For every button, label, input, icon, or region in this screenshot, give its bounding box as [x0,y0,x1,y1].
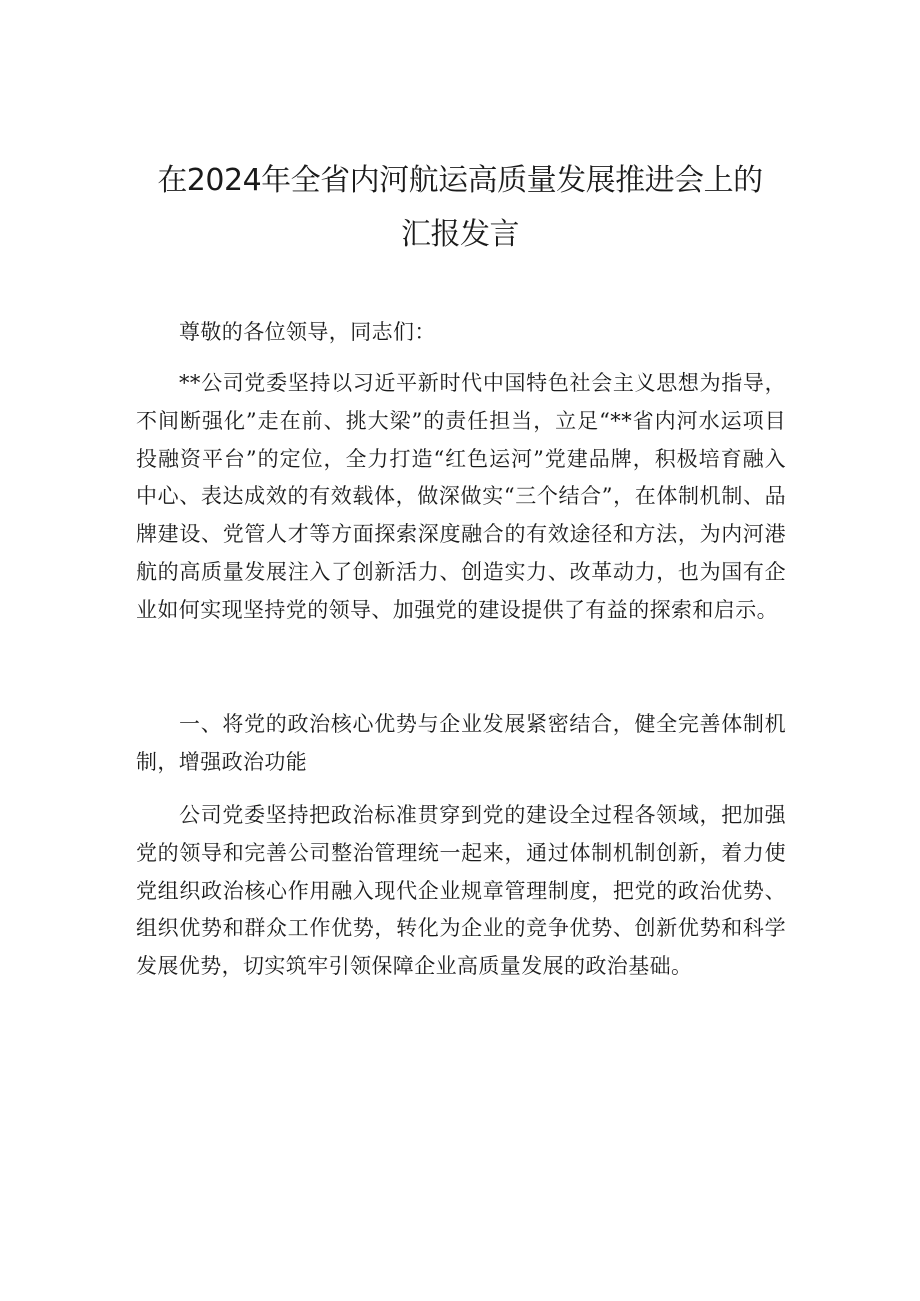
paragraph-section-1: 公司党委坚持把政治标准贯穿到党的建设全过程各领域，把加强党的领导和完善公司整治管理统一起来，通过体制机制创新，着力使党组织政治核心作用融入现代企业规章管理制度，把党的政治优势、组织优势和群众工作优势，转化为企业的竞争优势、创新优势和科学发展优势，切实筑牢引领保障企业高质量发展的政治基础。 [136,803,786,979]
greeting: 尊敬的各位领导，同志们： [179,320,436,344]
paragraph-intro: **公司党委坚持以习近平新时代中国特色社会主义思想为指导，不间断强化”走在前、挑大梁”的责任担当，立足“**省内河水运项目投融资平台”的定位，全力打造“红色运河”党建品牌，积极培育融入中心、表达成效的有效载体，做深做实“三个结合”，在体制机制、品牌建设、党管人才等方面探索深度融合的有效途径和方法，为内河港航的高质量发展注入了创新活力、创造实力、改革动力，也为国有企业如何实现坚持党的领导、加强党的建设提供了有益的探索和启示。 [136,371,786,622]
document-title-line-2: 汇报发言 [401,217,519,252]
section-heading-1: 一、将党的政治核心优势与企业发展紧密结合，健全完善体制机制，增强政治功能 [136,712,786,774]
document-title-line-1: 在2024年全省内河航运高质量发展推进会上的 [157,163,763,198]
